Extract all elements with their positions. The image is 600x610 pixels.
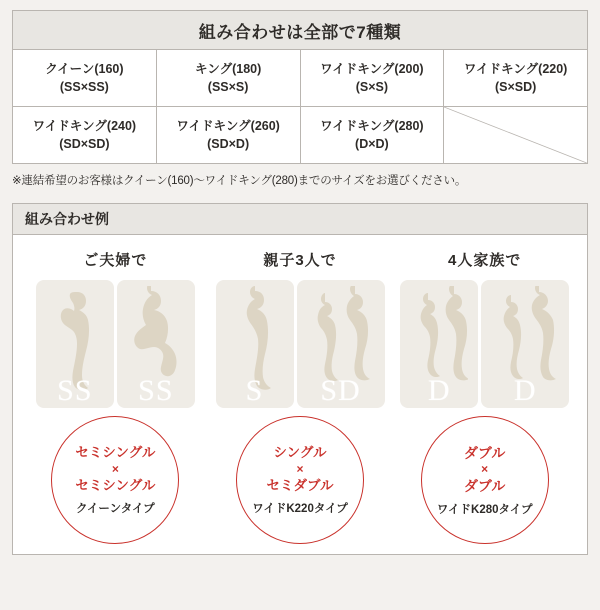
table-note: ※連結希望のお客様はクイーン(160)〜ワイドキング(280)までのサイズをお選びください。 [12, 175, 467, 187]
table-cell [301, 50, 445, 106]
cell-line1: ワイドキング(260) [176, 118, 280, 133]
combination-badge [51, 416, 179, 544]
badge-line1: ダブル [463, 444, 506, 461]
bed-illustration [216, 280, 294, 408]
example-section [12, 203, 588, 555]
badge-line1: セミシングル [75, 445, 156, 461]
example-column [392, 249, 577, 544]
table-row [13, 50, 587, 107]
bed-illustration [481, 280, 569, 408]
table-cell [157, 107, 301, 163]
cell-line1: クイーン(160) [45, 61, 124, 76]
bed-illustration [297, 280, 385, 408]
badge-subtitle: ワイドK280タイプ [436, 503, 533, 516]
bed-pair [216, 280, 385, 408]
cell-line1: ワイドキング(280) [320, 118, 424, 133]
bed-size-label: SD [320, 374, 361, 408]
cell-line2: (SS×SS) [59, 80, 109, 94]
bed-size-label: D [427, 374, 451, 408]
table-cell-empty [444, 107, 587, 163]
bed-size-label: SS [57, 374, 93, 408]
example-heading: 組み合わせ例 [13, 204, 587, 235]
cell-line2: (SD×D) [207, 137, 250, 151]
combination-table [12, 10, 588, 164]
cell-line1: ワイドキング(220) [463, 61, 568, 76]
bed-size-label: S [245, 374, 264, 408]
bed-size-label: D [513, 374, 537, 408]
bed-illustration [117, 280, 195, 408]
badge-subtitle: ワイドK220タイプ [252, 503, 348, 515]
bed-pair [400, 280, 569, 408]
page-root [0, 10, 600, 610]
table-cell [157, 50, 301, 106]
bed-illustration [400, 280, 478, 408]
cell-line2: (D×D) [355, 137, 389, 151]
badge-line2: ダブル [463, 477, 506, 494]
diagonal-slash-icon [444, 107, 587, 163]
badge-times: × [481, 462, 489, 477]
badge-line1: シングル [273, 445, 327, 461]
column-title: 4人家族で [448, 252, 522, 270]
example-columns [13, 235, 587, 544]
table-cell [301, 107, 445, 163]
combination-badge [421, 416, 549, 544]
badge-times: × [296, 462, 304, 477]
cell-line1: ワイドキング(240) [32, 118, 137, 133]
example-column [23, 249, 208, 544]
badge-line2: セミシングル [75, 477, 156, 493]
column-title: ご夫婦で [83, 252, 148, 270]
badge-line2: セミダブル [266, 477, 334, 493]
cell-line2: (S×SD) [494, 80, 537, 94]
table-cell [13, 50, 157, 106]
cell-line1: キング(180) [194, 61, 262, 76]
bed-pair [36, 280, 195, 408]
column-title: 親子3人で [263, 252, 337, 270]
badge-subtitle: クイーンタイプ [75, 503, 155, 515]
cell-line2: (SS×S) [207, 80, 249, 94]
cell-line1: ワイドキング(200) [320, 61, 424, 76]
cell-line2: (S×S) [355, 80, 389, 94]
table-title: 組み合わせは全部で7種類 [13, 11, 587, 50]
combination-badge [236, 416, 364, 544]
table-cell [444, 50, 587, 106]
table-cell [13, 107, 157, 163]
table-row [13, 107, 587, 163]
bed-size-label: SS [138, 374, 174, 408]
cell-line2: (SD×SD) [59, 137, 110, 151]
bed-illustration [36, 280, 114, 408]
badge-times: × [111, 462, 119, 477]
example-column [208, 249, 393, 544]
